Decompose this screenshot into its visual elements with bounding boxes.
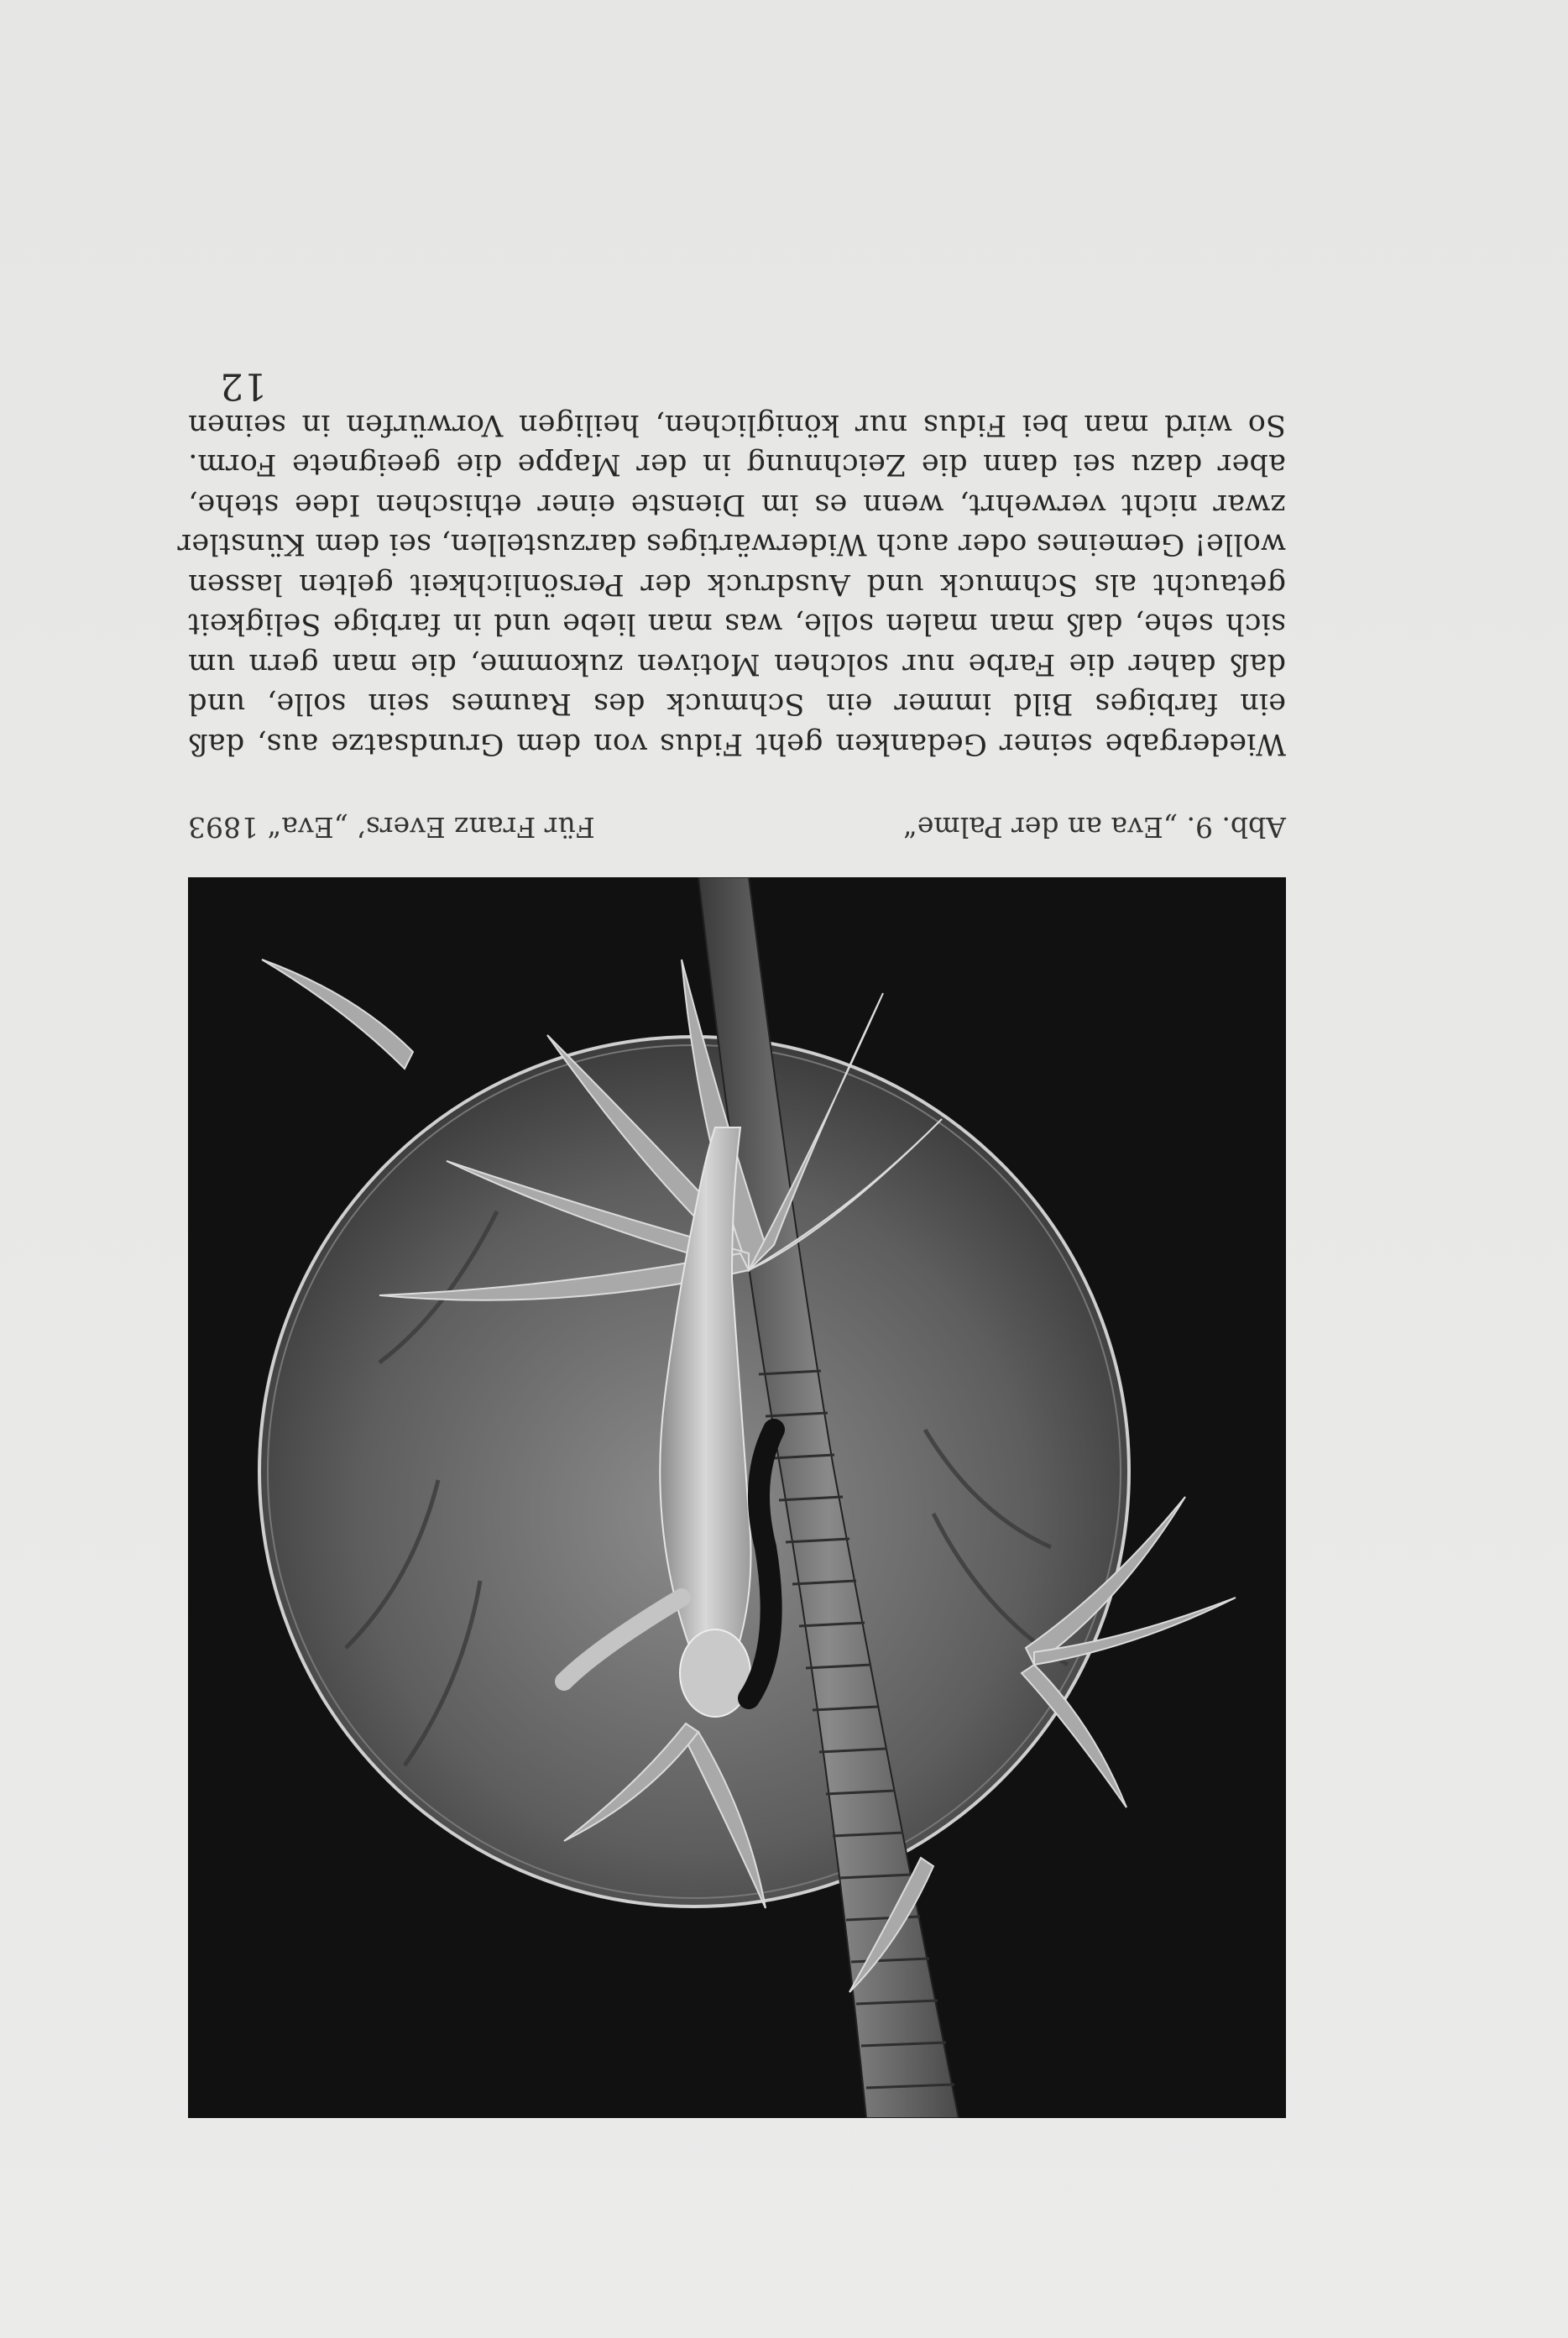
page-number: 12	[220, 364, 267, 407]
body-text-line: zwar nicht verwehrt, wenn es im Dienste einer ethischen Idee stehe,	[188, 488, 1286, 521]
caption-left: Abb. 9. „Eva an der Palme“	[902, 811, 1286, 844]
body-text-line: sich sehe, daß man malen solle, was man liebe und in farbige Seligkeit	[188, 607, 1286, 641]
body-text-line: aber dazu sei dann die Zeichnung in der Mappe die geeignete Form.	[188, 447, 1286, 482]
body-text-line: daß daher die Farbe nur solchen Motiven zukomme, die man gern um	[188, 647, 1286, 681]
caption-right: Für Franz Evers’ „Eva“ 1893	[188, 811, 595, 844]
body-text-line: So wird man bei Fidus nur königlichen, heiligen Vorwürfen in seinen	[188, 408, 1286, 442]
body-text-line: getaucht als Schmuck und Ausdruck der Persönlichkeit gelten lassen	[188, 568, 1286, 601]
figure-caption	[188, 802, 1286, 844]
body-text-line: ein farbiges Bild immer ein Schmuck des Raumes sein solle, und	[188, 687, 1286, 721]
body-text-line: wolle! Gemeines oder auch Widerwärtiges darzustellen, sei dem Künstler	[177, 527, 1286, 562]
body-text-line: Wiedergabe seiner Gedanken geht Fidus von dem Grundsatze aus, daß	[188, 727, 1286, 761]
illustration-eva-an-der-palme	[188, 877, 1286, 2118]
body-text-block	[177, 405, 1286, 764]
illustration-drawing	[188, 877, 1286, 2118]
